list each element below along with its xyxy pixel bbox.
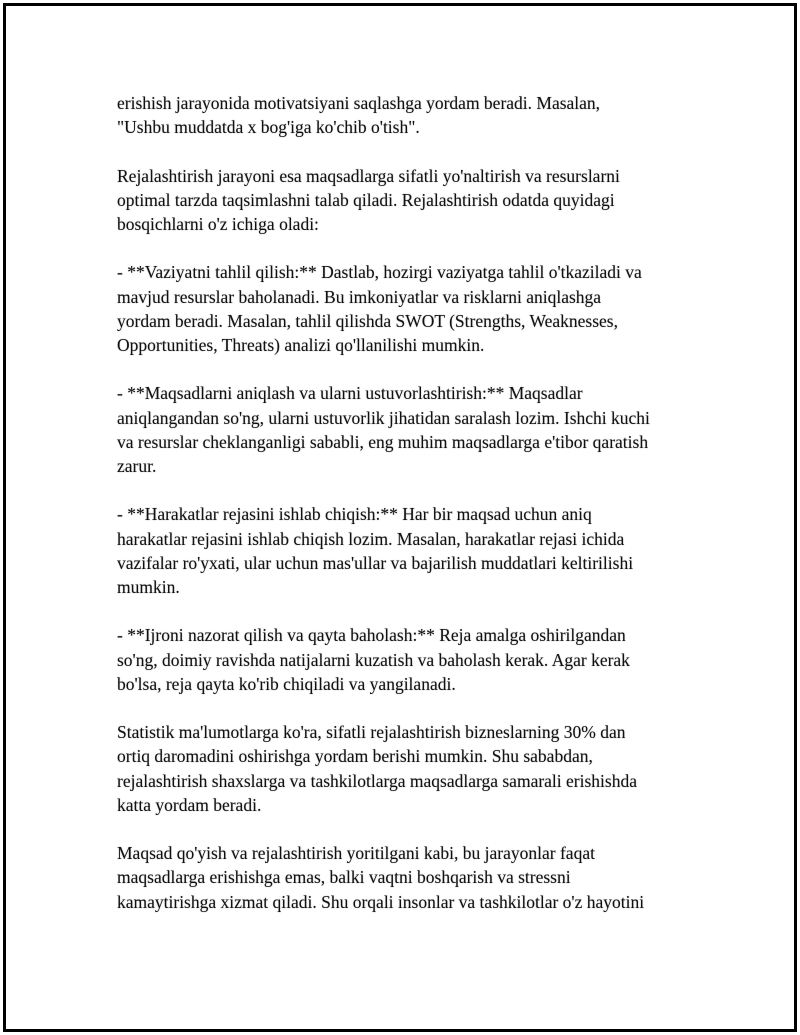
paragraph-motivation: erishish jarayonida motivatsiyani saqlashga yordam beradi. Masalan, "Ushbu muddatda x bog'iga ko'chib o'tish". (117, 93, 601, 138)
paragraph-goal-prioritization: - **Maqsadlarni aniqlash va ularni ustuvorlashtirish:** Maqsadlar aniqlangandan so'ng, ularni ustuvorlik jihatidan saralash lozim. Ishchi kuchi va resurslar cheklanganligi sababli, eng muhim maqsadlarga e'tibor qaratish zarur. (117, 383, 650, 476)
paragraph-statistics: Statistik ma'lumotlarga ko'ra, sifatli rejalashtirish bizneslarning 30% dan ortiq daromadini oshirishga yordam berishi mumkin. Shu sababdan, rejalashtirish shaxslarga va tashkilotlarga maqsadlarga samarali erishishda katta yordam beradi. (117, 722, 637, 815)
paragraph-action-plan: - **Harakatlar rejasini ishlab chiqish:** Har bir maqsad uchun aniq harakatlar rejasini ishlab chiqish lozim. Masalan, harakatlar rejasi ichida vazifalar ro'yxati, ular uchun mas'ullar va bajarilish muddatlari keltirilishi mumkin. (117, 504, 634, 597)
paragraph-monitoring: - **Ijroni nazorat qilish va qayta baholash:** Reja amalga oshirilgandan so'ng, doimiy ravishda natijalarni kuzatish va baholash kerak. Agar kerak bo'lsa, reja qayta ko'rib chiqiladi va yangilanadi. (117, 625, 630, 694)
paragraph-conclusion: Maqsad qo'yish va rejalashtirish yoritilgani kabi, bu jarayonlar faqat maqsadlarga erishishga emas, balki vaqtni boshqarish va stressni kamaytirishga xizmat qiladi. Shu orqali insonlar va tashkilotlar o'z hayotini (117, 843, 645, 912)
paragraph-situation-analysis: - **Vaziyatni tahlil qilish:** Dastlab, hozirgi vaziyatga tahlil o'tkaziladi va mavjud resurslar baholanadi. Bu imkoniyatlar va risklarni aniqlashga yordam beradi. Masalan, tahlil qilishda SWOT (Strengths, Weaknesses, Opportunities, Threats) analizi qo'llanilishi mumkin. (117, 262, 642, 355)
paragraph-planning-intro: Rejalashtirish jarayoni esa maqsadlarga sifatli yo'naltirish va resurslarni optimal tarzda taqsimlashni talab qiladi. Rejalashtirish odatda quyidagi bosqichlarni o'z ichiga oladi: (117, 165, 620, 234)
document-body (117, 91, 697, 914)
